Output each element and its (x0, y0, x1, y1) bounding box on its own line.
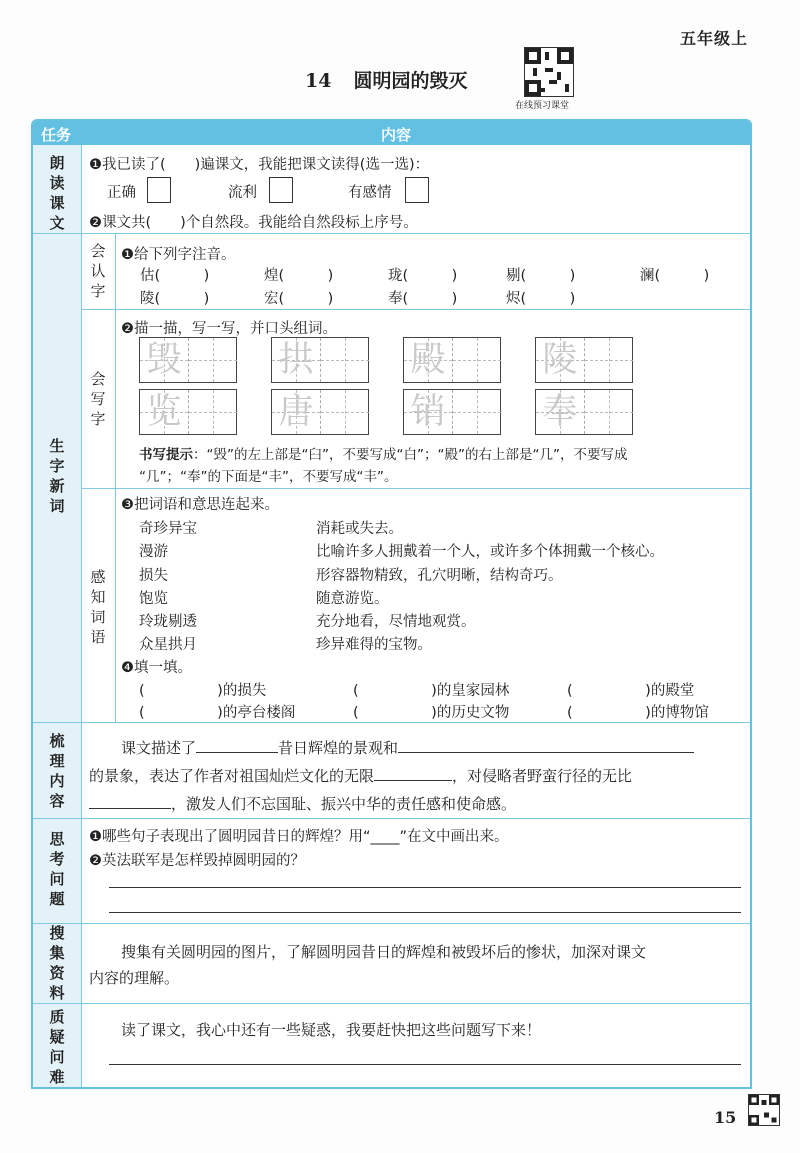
read-question-1: ❶我已读了( )遍课文，我能把课文读得(选一选)： (89, 157, 430, 173)
answer-blank[interactable] (374, 780, 452, 781)
word-left[interactable]: 奇珍异宝 (139, 521, 197, 537)
fill-item[interactable]: ( )的历史文物 (353, 705, 510, 721)
trace-character: 毁 (146, 340, 182, 380)
trace-character: 拱 (278, 340, 314, 380)
fill-question: ❹填一填。 (121, 660, 192, 676)
grade-label: 五年级上 (680, 29, 749, 48)
read-question-2: ❷课文共( )个自然段。我能给自然段标上序号。 (89, 215, 418, 231)
checkbox-correct[interactable] (147, 177, 171, 203)
task-think: 思考问题 (49, 830, 65, 908)
trace-character: 陵 (542, 340, 578, 380)
answer-line[interactable] (109, 887, 741, 888)
word-left[interactable]: 饱览 (139, 591, 168, 607)
header-content: 内容 (381, 126, 412, 144)
word-meaning[interactable]: 珍异难得的宝物。 (316, 637, 432, 653)
writing-grid[interactable] (271, 337, 369, 383)
think-question-2: ❷英法联军是怎样毁掉圆明园的？ (89, 853, 305, 869)
sub-words: 感知词语 (90, 568, 106, 646)
writing-tip-text: ：“毁”的左上部是“臼”，不要写成“白”；“殿”的右上部是“几”，不要写成 (193, 447, 628, 463)
answer-blank[interactable] (196, 752, 278, 753)
fill-item[interactable]: ( )的博物馆 (567, 705, 709, 721)
writing-grid[interactable] (403, 389, 501, 435)
sort-line-1 (121, 737, 694, 758)
trace-character: 览 (146, 392, 182, 432)
qr-caption: 在线预习课堂 (515, 101, 570, 111)
collect-text-2: 内容的理解。 (89, 969, 180, 987)
writing-tip-line-1 (139, 443, 627, 463)
pinyin-item[interactable]: 澜( ) (640, 268, 710, 284)
trace-character: 唐 (278, 392, 314, 432)
trace-character: 殿 (410, 340, 446, 380)
option-emotion: 有感情 (348, 185, 392, 201)
sort-text: ，激发人们不忘国耻、振兴中华的责任感和使命感。 (171, 795, 517, 813)
word-left[interactable]: 玲珑剔透 (139, 614, 197, 630)
checkbox-emotion[interactable] (405, 177, 429, 203)
sort-text: ，对侵略者野蛮行径的无比 (452, 767, 633, 785)
pinyin-item[interactable]: 剔( ) (506, 268, 576, 284)
fill-item[interactable]: ( )的损失 (139, 683, 267, 699)
worksheet-table (31, 119, 752, 1089)
answer-line[interactable] (109, 912, 741, 913)
writing-grid[interactable] (535, 337, 633, 383)
doubt-text: 读了课文，我心中还有一些疑惑，我要赶快把这些问题写下来！ (121, 1021, 542, 1039)
lesson-name: 圆明园的毁灭 (353, 70, 468, 92)
pinyin-item[interactable]: 烬( ) (506, 291, 576, 307)
sub-recognize: 会认字 (90, 242, 106, 300)
words-question: ❸把词语和意思连起来。 (121, 497, 279, 513)
pinyin-item[interactable]: 宏( ) (264, 291, 334, 307)
pinyin-item[interactable]: 煌( ) (264, 268, 334, 284)
task-new-characters: 生字新词 (49, 437, 65, 515)
writing-grid[interactable] (139, 337, 237, 383)
word-meaning[interactable]: 比喻许多人拥戴着一个人，或许多个体拥戴一个核心。 (316, 544, 664, 560)
task-collect: 搜集资料 (49, 924, 65, 1002)
writing-grid[interactable] (271, 389, 369, 435)
task-sort-content: 梳理内容 (49, 732, 65, 810)
option-fluent: 流利 (228, 185, 257, 201)
sort-line-3 (89, 793, 516, 814)
writing-grid[interactable] (139, 389, 237, 435)
sort-text: 的景象，表达了作者对祖国灿烂文化的无限 (89, 767, 375, 785)
sort-text: 课文描述了 (121, 739, 197, 757)
think-question-1: ❶哪些句子表现出了圆明园昔日的辉煌？用“____”在文中画出来。 (89, 829, 509, 845)
option-correct: 正确 (107, 185, 136, 201)
answer-line[interactable] (109, 1064, 741, 1065)
qr-code-icon[interactable] (748, 1094, 780, 1126)
word-meaning[interactable]: 随意游览。 (316, 591, 389, 607)
header-task: 任务 (41, 126, 72, 144)
answer-blank[interactable] (89, 808, 171, 809)
pinyin-item[interactable]: 估( ) (140, 268, 210, 284)
word-left[interactable]: 众星拱月 (139, 637, 197, 653)
sort-text: 昔日辉煌的景观和 (278, 739, 399, 757)
trace-character: 销 (410, 392, 446, 432)
word-meaning[interactable]: 消耗或失去。 (316, 521, 403, 537)
lesson-title (305, 66, 467, 93)
fill-item[interactable]: ( )的亭台楼阁 (139, 705, 296, 721)
fill-item[interactable]: ( )的殿堂 (567, 683, 695, 699)
recognize-question: ❶给下列字注音。 (121, 247, 236, 263)
pinyin-item[interactable]: 奉( ) (388, 291, 458, 307)
writing-tip-line-2: “几”；“奉”的下面是“丰”，不要写成“丰”。 (139, 469, 398, 485)
sort-line-2 (89, 765, 632, 786)
fill-item[interactable]: ( )的皇家园林 (353, 683, 510, 699)
writing-tip-label: 书写提示 (139, 447, 193, 463)
page-number: 15 (714, 1108, 737, 1127)
word-left[interactable]: 漫游 (139, 544, 168, 560)
answer-blank[interactable] (398, 752, 694, 753)
writing-grid[interactable] (403, 337, 501, 383)
checkbox-fluent[interactable] (269, 177, 293, 203)
trace-character: 奉 (542, 392, 578, 432)
lesson-number: 14 (305, 70, 332, 92)
sub-write: 会写字 (90, 370, 106, 428)
qr-code-icon[interactable] (524, 47, 574, 97)
word-meaning[interactable]: 形容器物精致，孔穴明晰，结构奇巧。 (316, 568, 563, 584)
collect-text-1: 搜集有关圆明园的图片，了解圆明园昔日的辉煌和被毁坏后的惨状，加深对课文 (121, 943, 647, 961)
writing-grid[interactable] (535, 389, 633, 435)
table-header (33, 121, 750, 145)
pinyin-item[interactable]: 珑( ) (388, 268, 458, 284)
word-left[interactable]: 损失 (139, 568, 168, 584)
pinyin-item[interactable]: 陵( ) (140, 291, 210, 307)
word-meaning[interactable]: 充分地看，尽情地观赏。 (316, 614, 476, 630)
write-question: ❷描一描，写一写，并口头组词。 (121, 321, 337, 337)
task-doubt: 质疑问难 (49, 1008, 65, 1086)
task-read: 朗读课文 (49, 154, 65, 232)
